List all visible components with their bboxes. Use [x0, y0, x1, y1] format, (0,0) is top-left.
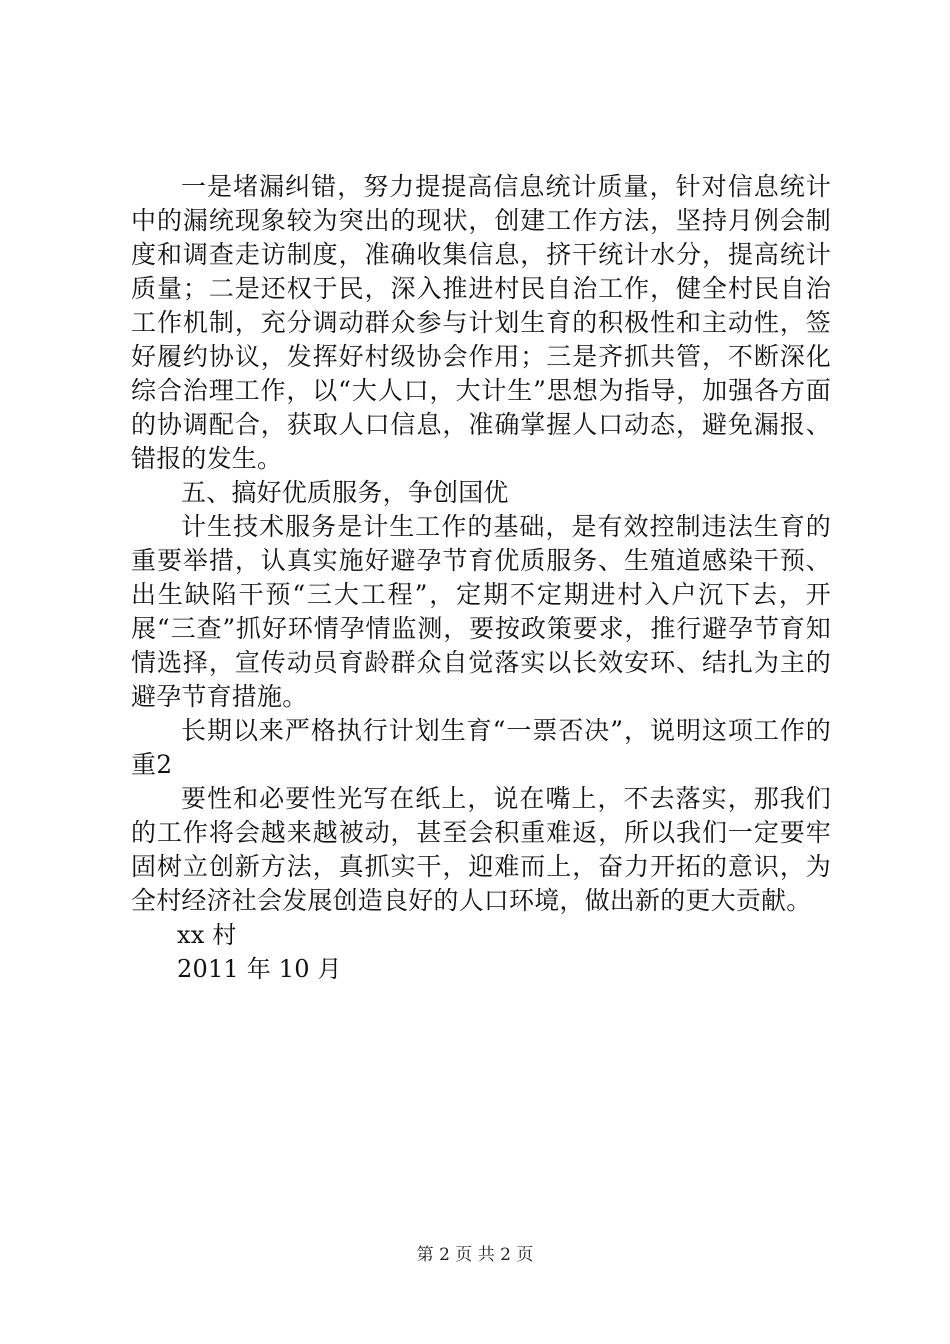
section-heading: 五、搞好优质服务，争创国优 [181, 478, 509, 507]
page-footer: 第 2 页 共 2 页 [416, 1245, 534, 1265]
paragraph-closing: 要性和必要性光写在纸上，说在嘴上，不去落实，那我们的工作将会越来越被动，甚至会积重难返，所以我们一定要牢固树立创新方法，真抓实干，迎难而上，奋力开拓的意识，为全村经济社会发展创造良好的人口环境，做出新的更大贡献。 [131, 784, 831, 915]
signature-date: 2011 年 10 月 [177, 955, 342, 983]
paragraph-service: 计生技术服务是计生工作的基础，是有效控制违法生育的重要举措，认真实施好避孕节育优质服务、生殖道感染干预、出生缺陷干预“三大工程”，定期不定期进村入户沉下去，开展“三查”抓好环情孕情监测，要按政策要求，推行避孕节育知情选择，宣传动员育龄群众自觉落实以长效安环、结扎为主的避孕节育措施。 [131, 512, 831, 711]
signature-village: xx 村 [177, 921, 237, 949]
paragraph-statistics: 一是堵漏纠错，努力提提高信息统计质量，针对信息统计中的漏统现象较为突出的现状，创建工作方法，坚持月例会制度和调查走访制度，准确收集信息，挤干统计水分，提高统计质量；二是还权于民，深入推进村民自治工作，健全村民自治工作机制，充分调动群众参与计划生育的积极性和主动性，签好履约协议，发挥好村级协会作用；三是齐抓共管，不断深化综合治理工作，以“大人口，大计生”思想为指导，加强各方面的协调配合，获取人口信息，准确掌握人口动态，避免漏报、错报的发生。 [131, 172, 831, 473]
paragraph-veto: 长期以来严格执行计划生育“一票否决”，说明这项工作的重2 [131, 716, 831, 779]
document-body [131, 170, 831, 986]
